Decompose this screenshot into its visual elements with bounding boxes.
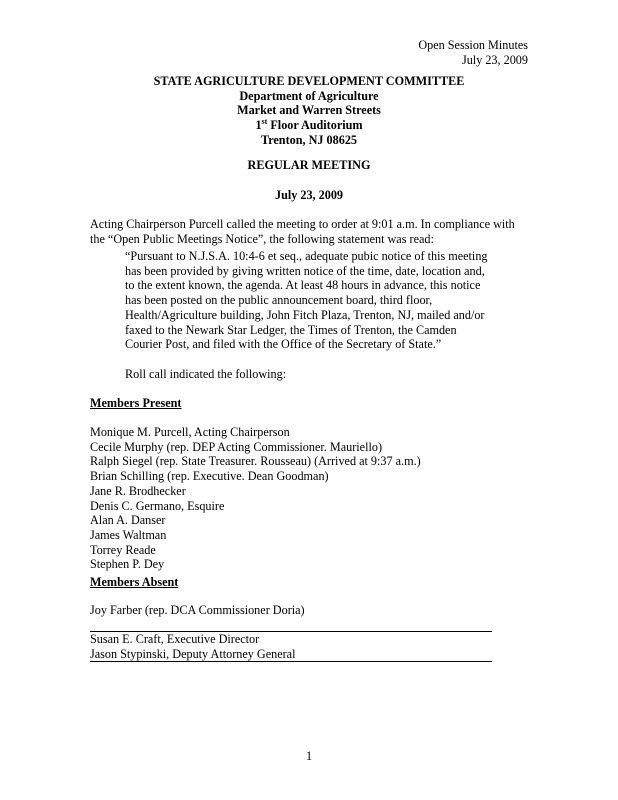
members-present-list (90, 425, 421, 572)
floor-number: 1 (255, 118, 262, 133)
member-name: James Waltman (90, 527, 167, 542)
quote-line: to the extent known, the agenda. At least 48 hours in advance, this notice (125, 278, 481, 293)
staff-name: Susan E. Craft, Executive Director (90, 632, 260, 646)
member-name: Cecile Murphy (rep. DEP Acting Commissioner. Mauriello) (90, 439, 383, 454)
rollcall-text: Roll call indicated the following: (125, 367, 287, 381)
members-absent-list (90, 603, 305, 618)
floor-rest: Floor Auditorium (267, 118, 363, 133)
members-present-heading: Members Present (90, 396, 182, 410)
meeting-type: REGULAR MEETING (247, 158, 371, 172)
member-name: Stephen P. Dey (90, 557, 165, 572)
member-name: Brian Schilling (rep. Executive. Dean Goodman) (90, 469, 329, 484)
page-number: 1 (305, 749, 313, 763)
member-name: Monique M. Purcell, Acting Chairperson (90, 425, 290, 439)
member-name: Alan A. Danser (90, 513, 166, 528)
members-absent-heading: Members Absent (90, 575, 179, 589)
quote-line: faxed to the Newark Star Ledger, the Times of Trenton, the Camden (125, 322, 457, 337)
staff-name: Jason Stypinski, Deputy Attorney General (90, 646, 296, 661)
floor-location (0, 118, 618, 133)
intro-line: the “Open Public Meetings Notice”, the following statement was read: (90, 231, 434, 246)
document-title-block (0, 74, 618, 148)
member-name: Joy Farber (rep. DCA Commissioner Doria) (90, 603, 305, 617)
public-notice-quote (125, 249, 530, 352)
city-address: Trenton, NJ 08625 (260, 132, 358, 147)
member-name: Jane R. Brodhecker (90, 483, 186, 498)
member-name: Denis C. Germano, Esquire (90, 498, 225, 513)
intro-paragraph (90, 217, 530, 246)
street-address: Market and Warren Streets (237, 103, 381, 118)
member-name: Torrey Reade (90, 542, 156, 557)
intro-line: Acting Chairperson Purcell called the meeting to order at 9:01 a.m. In compliance with (90, 217, 515, 231)
quote-line: has been posted on the public announcement board, third floor, (125, 293, 433, 308)
header-line-title: Open Session Minutes (418, 38, 528, 52)
meeting-date: July 23, 2009 (274, 188, 344, 202)
staff-list (90, 632, 295, 661)
staff-divider-bottom (90, 661, 492, 662)
quote-line: Health/Agriculture building, John Fitch Plaza, Trenton, NJ, mailed and/or (125, 307, 485, 322)
member-name: Ralph Siegel (rep. State Treasurer. Rousseau) (Arrived at 9:37 a.m.) (90, 454, 421, 469)
running-header (418, 38, 528, 67)
quote-line: has been provided by giving written notice of the time, date, location and, (125, 263, 485, 278)
quote-line: Courier Post, and filed with the Office of the Secretary of State.” (125, 337, 442, 352)
org-name: STATE AGRICULTURE DEVELOPMENT COMMITTEE (153, 74, 465, 88)
floor-suffix: st (261, 117, 268, 127)
header-line-date: July 23, 2009 (461, 52, 528, 67)
quote-line: “Pursuant to N.J.S.A. 10:4-6 et seq., adequate pubic notice of this meeting (125, 249, 488, 263)
department-name: Department of Agriculture (239, 88, 379, 103)
